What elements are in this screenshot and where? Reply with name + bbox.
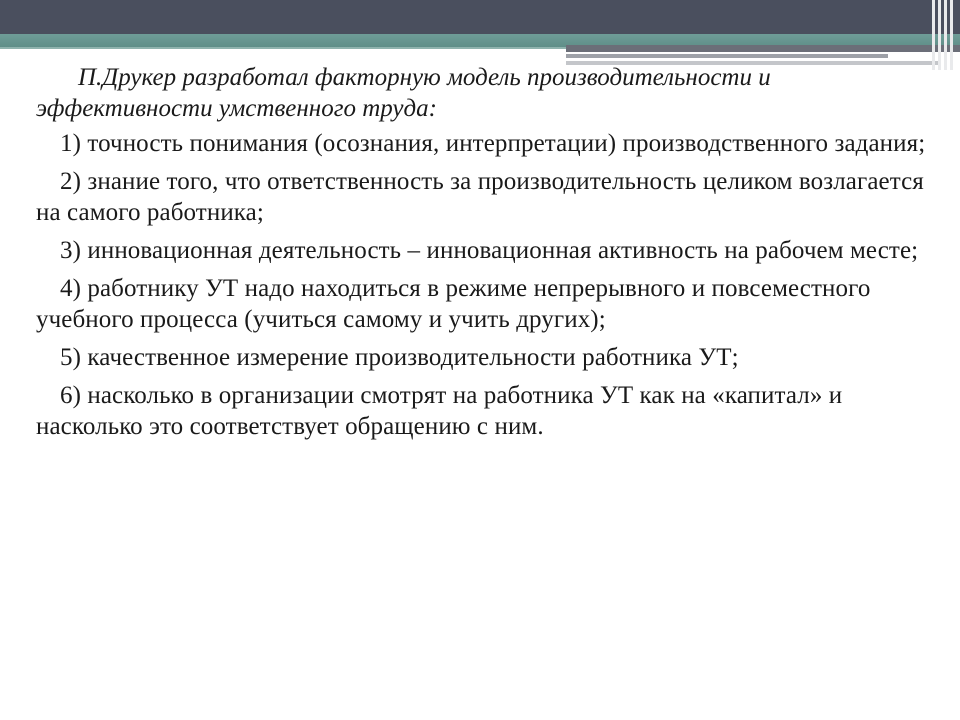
slide-body xyxy=(36,62,936,449)
list-item: 4) работнику УТ надо находиться в режиме непрерывного и повсеместного учебного процесса (учиться самому и учить других); xyxy=(36,275,871,333)
decorative-strip xyxy=(566,54,888,58)
list-item: 3) инновационная деятельность – инновационная активность на рабочем месте; xyxy=(60,237,919,264)
intro-text: П.Друкер разработал факторную модель производительности и эффективности умственного труда: xyxy=(36,64,771,122)
decorative-strip xyxy=(566,45,960,52)
list-item: 5) качественное измерение производительности работника УТ; xyxy=(60,344,739,371)
decorative-stripes xyxy=(930,0,958,70)
list-item: 1) точность понимания (осознания, интерпретации) производственного задания; xyxy=(60,130,926,157)
list-item: 6) насколько в организации смотрят на работника УТ как на «капитал» и насколько это соответствует обращению с ним. xyxy=(36,382,843,440)
list-item: 2) знание того, что ответственность за производительность целиком возлагается на самого работника; xyxy=(36,168,924,226)
header-bar xyxy=(0,0,960,34)
